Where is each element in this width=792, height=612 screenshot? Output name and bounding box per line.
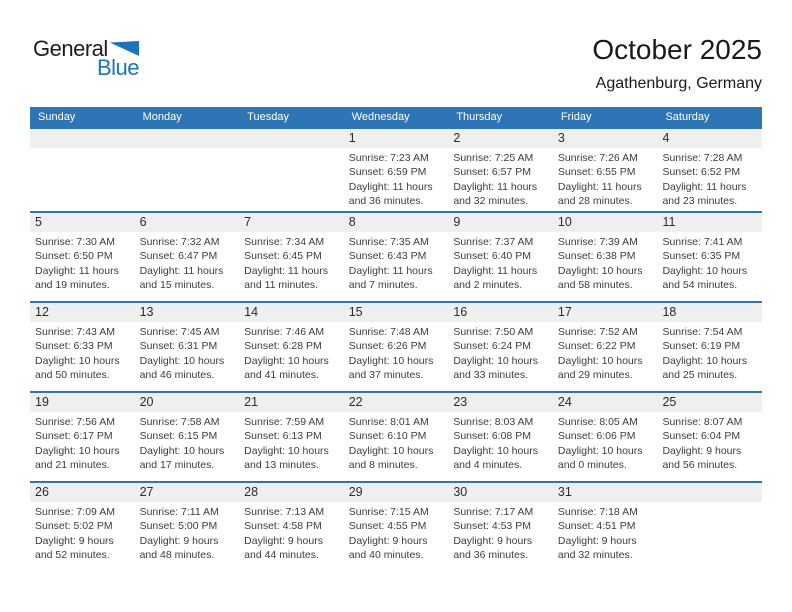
day-detail-line: Daylight: 11 hours	[453, 264, 538, 277]
week-row	[30, 211, 762, 301]
day-detail-line: Sunrise: 7:48 AM	[348, 326, 429, 338]
day-number: 11	[657, 213, 762, 232]
day-detail-line: Sunrise: 7:25 AM	[453, 152, 534, 164]
day-details	[239, 232, 344, 293]
day-number: 27	[135, 483, 240, 502]
day-detail-line: and 32 minutes.	[453, 195, 529, 208]
day-number: 10	[553, 213, 658, 232]
day-detail-line: Sunrise: 7:13 AM	[244, 506, 325, 518]
day-number: 17	[553, 303, 658, 322]
day-detail-line: Daylight: 10 hours	[139, 354, 225, 367]
day-details	[30, 232, 135, 293]
week-row	[30, 391, 762, 481]
day-detail-line: and 56 minutes.	[662, 459, 738, 472]
day-details	[553, 412, 658, 473]
day-detail-line: Sunrise: 7:18 AM	[557, 506, 638, 518]
day-number	[30, 129, 135, 148]
day-detail-line: Sunset: 6:47 PM	[139, 250, 218, 263]
weekday-header-row	[30, 107, 762, 127]
day-cell	[30, 303, 135, 391]
day-detail-line: and 50 minutes.	[35, 369, 110, 382]
day-detail-line: Sunrise: 7:34 AM	[244, 236, 325, 248]
day-detail-line: Sunrise: 8:07 AM	[662, 416, 743, 428]
day-detail-line: Daylight: 11 hours	[348, 180, 433, 193]
day-cell	[344, 483, 449, 575]
day-number: 16	[448, 303, 553, 322]
day-detail-line: and 36 minutes.	[453, 549, 529, 562]
day-cell	[344, 303, 449, 391]
day-number: 5	[30, 213, 135, 232]
week-row	[30, 481, 762, 575]
day-details	[239, 412, 344, 473]
day-detail-line: Sunset: 6:22 PM	[557, 340, 636, 353]
day-cell	[657, 213, 762, 301]
week-row	[30, 127, 762, 211]
day-details	[448, 502, 553, 563]
day-number: 25	[657, 393, 762, 412]
day-detail-line: Daylight: 9 hours	[244, 534, 323, 547]
day-detail-line: Sunrise: 7:28 AM	[662, 152, 743, 164]
day-details	[553, 232, 658, 293]
day-details	[344, 412, 449, 473]
day-detail-line: Daylight: 10 hours	[348, 354, 434, 367]
weekday-header-wednesday: Wednesday	[351, 111, 410, 123]
title-block	[592, 33, 762, 93]
day-details	[448, 148, 553, 209]
day-number: 24	[553, 393, 658, 412]
day-details	[344, 502, 449, 563]
day-detail-line: Sunrise: 7:58 AM	[139, 416, 220, 428]
day-cell	[448, 213, 553, 301]
day-detail-line: and 23 minutes.	[662, 195, 738, 208]
day-cell	[553, 129, 658, 211]
day-detail-line: Sunset: 6:43 PM	[348, 250, 427, 263]
calendar-body	[30, 127, 762, 575]
day-detail-line: Daylight: 11 hours	[139, 264, 224, 277]
day-detail-line: Daylight: 11 hours	[244, 264, 329, 277]
day-detail-line: Sunset: 6:19 PM	[662, 340, 741, 353]
day-number: 2	[448, 129, 553, 148]
day-detail-line: Sunrise: 7:26 AM	[557, 152, 638, 164]
day-details	[135, 412, 240, 473]
day-number: 26	[30, 483, 135, 502]
day-detail-line: Sunrise: 7:56 AM	[35, 416, 115, 428]
day-cell	[239, 303, 344, 391]
day-detail-line: Sunrise: 7:41 AM	[662, 236, 743, 248]
weekday-header-saturday: Saturday	[665, 111, 710, 123]
day-detail-line: Daylight: 10 hours	[348, 444, 434, 457]
day-detail-line: and 25 minutes.	[662, 369, 738, 382]
day-cell	[30, 483, 135, 575]
day-cell	[553, 483, 658, 575]
day-details	[135, 322, 240, 383]
day-detail-line: and 21 minutes.	[35, 459, 110, 472]
day-details	[657, 232, 762, 293]
day-cell	[30, 129, 135, 211]
day-cell	[657, 483, 762, 575]
day-detail-line: Sunset: 6:17 PM	[35, 430, 113, 443]
day-cell	[135, 483, 240, 575]
day-detail-line: Daylight: 11 hours	[557, 180, 642, 193]
day-details	[553, 148, 658, 209]
day-detail-line: Sunset: 5:00 PM	[139, 520, 218, 533]
day-detail-line: Daylight: 11 hours	[348, 264, 433, 277]
day-detail-line: and 29 minutes.	[557, 369, 633, 382]
week-row	[30, 301, 762, 391]
day-cell	[344, 393, 449, 481]
day-details	[657, 412, 762, 473]
day-details	[344, 322, 449, 383]
day-details	[448, 322, 553, 383]
day-detail-line: Sunset: 6:33 PM	[35, 340, 113, 353]
day-details	[135, 148, 240, 151]
day-details	[553, 322, 658, 383]
day-cell	[553, 213, 658, 301]
day-detail-line: Sunset: 6:13 PM	[244, 430, 322, 443]
day-detail-line: Sunset: 4:51 PM	[557, 520, 636, 533]
day-detail-line: Sunrise: 8:05 AM	[557, 416, 638, 428]
day-detail-line: Sunrise: 7:11 AM	[139, 506, 219, 518]
day-number: 3	[553, 129, 658, 148]
day-detail-line: Daylight: 11 hours	[662, 180, 747, 193]
day-details	[30, 148, 135, 151]
day-cell	[135, 213, 240, 301]
day-details	[344, 232, 449, 293]
day-detail-line: Sunset: 4:53 PM	[453, 520, 531, 533]
day-number: 4	[657, 129, 762, 148]
day-cell	[657, 303, 762, 391]
day-detail-line: Sunset: 4:58 PM	[244, 520, 322, 533]
day-detail-line: Daylight: 10 hours	[662, 354, 748, 367]
day-number: 7	[239, 213, 344, 232]
weekday-header-tuesday: Tuesday	[247, 111, 289, 123]
day-cell	[30, 213, 135, 301]
day-detail-line: Sunset: 6:40 PM	[453, 250, 531, 263]
day-number: 13	[135, 303, 240, 322]
day-cell	[448, 303, 553, 391]
day-number: 6	[135, 213, 240, 232]
day-detail-line: and 44 minutes.	[244, 549, 319, 562]
day-detail-line: Sunrise: 7:09 AM	[35, 506, 115, 518]
day-detail-line: Sunrise: 7:50 AM	[453, 326, 534, 338]
day-detail-line: Daylight: 11 hours	[35, 264, 119, 277]
day-details	[657, 148, 762, 209]
day-number: 21	[239, 393, 344, 412]
day-details	[135, 232, 240, 293]
day-number: 31	[553, 483, 658, 502]
day-detail-line: Sunset: 6:04 PM	[662, 430, 741, 443]
day-detail-line: Sunrise: 7:45 AM	[139, 326, 220, 338]
day-detail-line: Daylight: 9 hours	[662, 444, 742, 457]
day-detail-line: Sunset: 6:50 PM	[35, 250, 113, 263]
day-number: 30	[448, 483, 553, 502]
day-number: 28	[239, 483, 344, 502]
day-details	[657, 502, 762, 505]
day-number: 12	[30, 303, 135, 322]
day-detail-line: Daylight: 10 hours	[557, 354, 643, 367]
day-detail-line: Sunrise: 7:59 AM	[244, 416, 325, 428]
weekday-header-friday: Friday	[560, 111, 592, 123]
day-cell	[135, 129, 240, 211]
day-number: 18	[657, 303, 762, 322]
day-detail-line: Sunset: 6:57 PM	[453, 166, 531, 179]
day-detail-line: and 58 minutes.	[557, 279, 633, 292]
weekday-header-thursday: Thursday	[456, 111, 503, 123]
day-cell	[135, 393, 240, 481]
day-details	[344, 148, 449, 209]
day-detail-line: and 48 minutes.	[139, 549, 215, 562]
day-detail-line: Sunrise: 7:15 AM	[348, 506, 429, 518]
day-detail-line: Sunset: 4:55 PM	[348, 520, 427, 533]
day-details	[239, 148, 344, 151]
day-details	[448, 232, 553, 293]
day-details	[239, 322, 344, 383]
day-detail-line: and 4 minutes.	[453, 459, 523, 472]
day-detail-line: Daylight: 10 hours	[35, 444, 120, 457]
day-number: 9	[448, 213, 553, 232]
day-detail-line: Daylight: 10 hours	[244, 354, 329, 367]
day-detail-line: and 40 minutes.	[348, 549, 424, 562]
day-number: 22	[344, 393, 449, 412]
day-detail-line: Sunset: 6:31 PM	[139, 340, 218, 353]
day-number: 20	[135, 393, 240, 412]
day-detail-line: and 19 minutes.	[35, 279, 110, 292]
page-subtitle: Agathenburg, Germany	[595, 75, 762, 92]
day-details	[30, 412, 135, 473]
day-detail-line: and 52 minutes.	[35, 549, 110, 562]
day-cell	[553, 303, 658, 391]
day-detail-line: Sunset: 6:55 PM	[557, 166, 636, 179]
logo-triangle-icon	[110, 41, 139, 56]
day-detail-line: Sunset: 6:35 PM	[662, 250, 741, 263]
logo-text-general: General	[33, 36, 108, 61]
day-detail-line: Sunset: 6:45 PM	[244, 250, 322, 263]
day-detail-line: Daylight: 10 hours	[557, 264, 643, 277]
day-number	[135, 129, 240, 148]
day-detail-line: and 17 minutes.	[139, 459, 215, 472]
day-detail-line: Sunrise: 7:32 AM	[139, 236, 220, 248]
day-detail-line: and 32 minutes.	[557, 549, 633, 562]
day-detail-line: Daylight: 10 hours	[139, 444, 225, 457]
day-cell	[448, 129, 553, 211]
day-detail-line: Sunset: 6:26 PM	[348, 340, 427, 353]
day-detail-line: and 54 minutes.	[662, 279, 738, 292]
day-cell	[239, 213, 344, 301]
day-detail-line: Daylight: 10 hours	[662, 264, 748, 277]
calendar-table	[30, 107, 762, 575]
day-detail-line: Daylight: 9 hours	[557, 534, 637, 547]
day-detail-line: and 2 minutes.	[453, 279, 523, 292]
day-cell	[657, 129, 762, 211]
day-details	[30, 322, 135, 383]
day-detail-line: Sunrise: 7:52 AM	[557, 326, 638, 338]
day-detail-line: Daylight: 10 hours	[35, 354, 120, 367]
day-detail-line: Daylight: 11 hours	[453, 180, 538, 193]
day-detail-line: and 28 minutes.	[557, 195, 633, 208]
day-number: 8	[344, 213, 449, 232]
day-detail-line: Sunset: 6:38 PM	[557, 250, 636, 263]
day-detail-line: Sunrise: 7:43 AM	[35, 326, 115, 338]
logo-text-blue: Blue	[96, 55, 139, 80]
day-detail-line: and 8 minutes.	[348, 459, 418, 472]
day-number: 23	[448, 393, 553, 412]
day-cell	[553, 393, 658, 481]
day-detail-line: Daylight: 10 hours	[453, 354, 538, 367]
day-cell	[344, 129, 449, 211]
day-detail-line: Daylight: 10 hours	[453, 444, 538, 457]
day-cell	[239, 129, 344, 211]
day-detail-line: and 36 minutes.	[348, 195, 424, 208]
day-detail-line: Sunset: 6:10 PM	[348, 430, 427, 443]
day-detail-line: and 41 minutes.	[244, 369, 319, 382]
day-detail-line: Sunset: 6:24 PM	[453, 340, 531, 353]
day-detail-line: and 7 minutes.	[348, 279, 418, 292]
day-detail-line: Sunset: 6:08 PM	[453, 430, 531, 443]
day-number	[657, 483, 762, 502]
day-detail-line: Sunrise: 8:03 AM	[453, 416, 534, 428]
day-detail-line: and 13 minutes.	[244, 459, 319, 472]
day-detail-line: Daylight: 9 hours	[139, 534, 219, 547]
day-details	[657, 322, 762, 383]
day-cell	[344, 213, 449, 301]
day-number: 29	[344, 483, 449, 502]
day-detail-line: Daylight: 9 hours	[453, 534, 533, 547]
day-detail-line: Daylight: 9 hours	[348, 534, 428, 547]
day-number: 15	[344, 303, 449, 322]
day-cell	[657, 393, 762, 481]
general-blue-logo	[33, 38, 139, 78]
day-detail-line: Sunrise: 7:39 AM	[557, 236, 638, 248]
day-detail-line: Sunrise: 8:01 AM	[348, 416, 429, 428]
day-detail-line: and 11 minutes.	[244, 279, 319, 292]
day-detail-line: and 33 minutes.	[453, 369, 529, 382]
day-detail-line: Sunset: 5:02 PM	[35, 520, 113, 533]
day-cell	[239, 483, 344, 575]
day-number: 14	[239, 303, 344, 322]
day-detail-line: Sunset: 6:28 PM	[244, 340, 322, 353]
day-cell	[239, 393, 344, 481]
weekday-header-sunday: Sunday	[38, 111, 76, 123]
day-details	[448, 412, 553, 473]
day-detail-line: Sunrise: 7:35 AM	[348, 236, 429, 248]
day-detail-line: Sunset: 6:59 PM	[348, 166, 427, 179]
day-number: 1	[344, 129, 449, 148]
day-detail-line: and 0 minutes.	[557, 459, 627, 472]
day-detail-line: Sunrise: 7:30 AM	[35, 236, 115, 248]
day-detail-line: Daylight: 10 hours	[557, 444, 643, 457]
day-number	[239, 129, 344, 148]
day-cell	[448, 483, 553, 575]
page-title: October 2025	[592, 34, 762, 65]
day-detail-line: Sunset: 6:15 PM	[139, 430, 218, 443]
day-detail-line: Sunrise: 7:46 AM	[244, 326, 325, 338]
day-detail-line: Sunrise: 7:23 AM	[348, 152, 429, 164]
day-cell	[135, 303, 240, 391]
day-detail-line: Daylight: 9 hours	[35, 534, 114, 547]
day-number: 19	[30, 393, 135, 412]
day-detail-line: and 37 minutes.	[348, 369, 424, 382]
day-details	[553, 502, 658, 563]
day-detail-line: Sunrise: 7:54 AM	[662, 326, 743, 338]
day-detail-line: and 15 minutes.	[139, 279, 215, 292]
day-detail-line: Daylight: 10 hours	[244, 444, 329, 457]
day-cell	[448, 393, 553, 481]
day-details	[30, 502, 135, 563]
day-detail-line: Sunrise: 7:17 AM	[453, 506, 534, 518]
day-cell	[30, 393, 135, 481]
weekday-header-monday: Monday	[142, 111, 182, 123]
day-details	[239, 502, 344, 563]
day-detail-line: and 46 minutes.	[139, 369, 215, 382]
day-detail-line: Sunset: 6:52 PM	[662, 166, 741, 179]
day-detail-line: Sunrise: 7:37 AM	[453, 236, 534, 248]
day-detail-line: Sunset: 6:06 PM	[557, 430, 636, 443]
day-details	[135, 502, 240, 563]
